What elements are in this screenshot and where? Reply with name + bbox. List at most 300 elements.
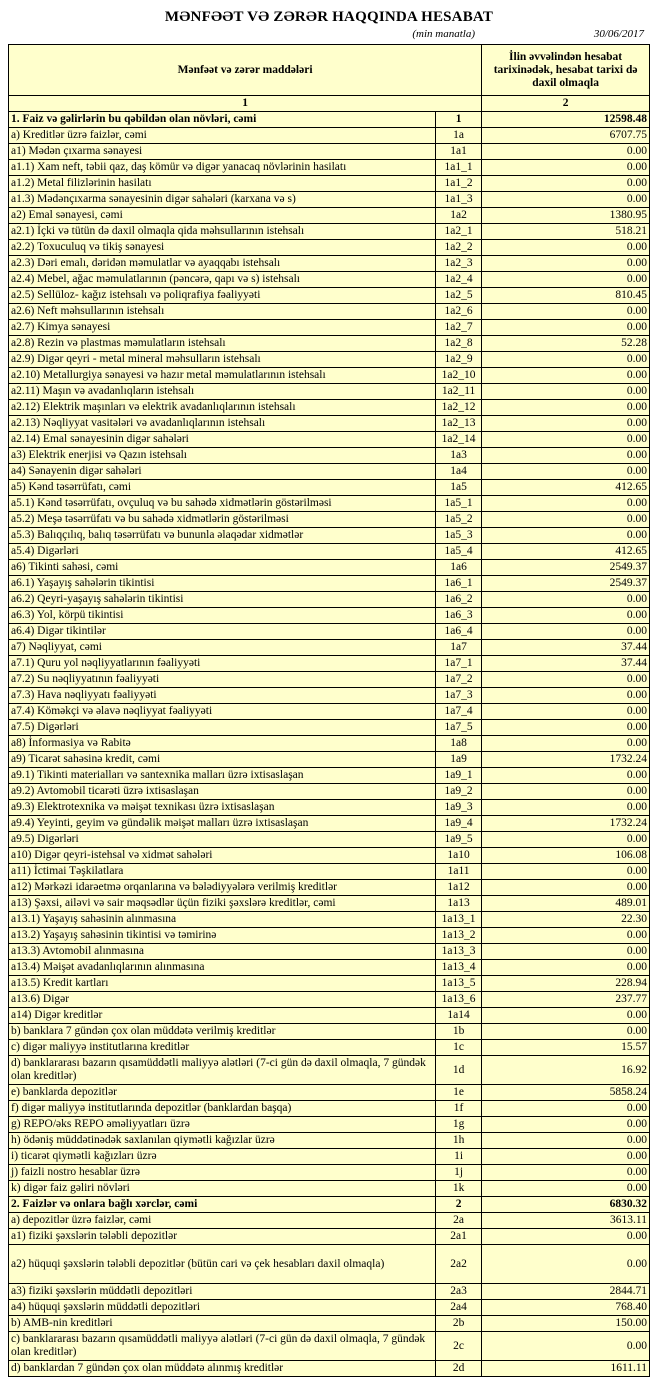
- table-row: [9, 1024, 650, 1040]
- row-value: 228.94: [482, 976, 650, 992]
- row-label: a8) İnformasiya və Rabitə: [9, 736, 436, 752]
- row-label: a6.1) Yaşayış sahələrin tikintisi: [9, 576, 436, 592]
- table-row: [9, 688, 650, 704]
- table-row: [9, 608, 650, 624]
- row-value: 0.00: [482, 144, 650, 160]
- row-label: a12) Mərkəzi idarəetmə orqanlarına və bələdiyyələrə verilmiş kreditlər: [9, 880, 436, 896]
- row-label: a1.3) Mədənçıxarma sənayesinin digər sahələri (karxana və s): [9, 192, 436, 208]
- row-value: 0.00: [482, 624, 650, 640]
- row-label: a13.5) Kredit kartları: [9, 976, 436, 992]
- row-label: a9.5) Digərləri: [9, 832, 436, 848]
- row-code: 1a2_12: [435, 400, 481, 416]
- row-code: 1i: [435, 1149, 481, 1165]
- row-value: 810.45: [482, 288, 650, 304]
- table-row: [9, 768, 650, 784]
- row-value: 0.00: [482, 1117, 650, 1133]
- table-row: [9, 1361, 650, 1377]
- row-code: 1e: [435, 1085, 481, 1101]
- row-code: 1a1: [435, 144, 481, 160]
- table-row: [9, 1245, 650, 1284]
- row-code: 1a2_5: [435, 288, 481, 304]
- table-row: [9, 1197, 650, 1213]
- row-label: a14) Digər kreditlər: [9, 1008, 436, 1024]
- row-label: a6) Tikinti sahəsi, cəmi: [9, 560, 436, 576]
- row-value: 0.00: [482, 432, 650, 448]
- table-row: [9, 224, 650, 240]
- row-value: 22.30: [482, 912, 650, 928]
- row-code: 1b: [435, 1024, 481, 1040]
- table-row: [9, 784, 650, 800]
- row-value: 0.00: [482, 1024, 650, 1040]
- row-label: c) banklararası bazarın qısamüddətli maliyyə alətləri (7-ci gün də daxil olmaqla, 7 gündək olan kreditlər): [9, 1332, 436, 1361]
- row-label: a2.12) Elektrik maşınları və elektrik avadanlıqlarının istehsalı: [9, 400, 436, 416]
- row-label: a1.1) Xam neft, təbii qaz, daş kömür və digər yanacaq növlərinin hasilatı: [9, 160, 436, 176]
- row-code: 1a2_11: [435, 384, 481, 400]
- table-row: [9, 704, 650, 720]
- row-label: a6.4) Digər tikintilər: [9, 624, 436, 640]
- table-row: [9, 960, 650, 976]
- page-title: MƏNFƏƏT VƏ ZƏRƏR HAQQINDA HESABAT: [164, 9, 494, 25]
- row-label: g) REPO/əks REPO əməliyyatları üzrə: [9, 1117, 436, 1133]
- row-label: a5.4) Digərləri: [9, 544, 436, 560]
- row-label: a7.1) Quru yol nəqliyyatlarının fəaliyyəti: [9, 656, 436, 672]
- row-code: 1a6_3: [435, 608, 481, 624]
- table-row: [9, 656, 650, 672]
- table-row: [9, 560, 650, 576]
- row-value: 6830.32: [482, 1197, 650, 1213]
- row-label: a) depozitlər üzrə faizlər, cəmi: [9, 1213, 436, 1229]
- row-value: 0.00: [482, 496, 650, 512]
- row-label: a2.10) Metallurgiya sənayesi və hazır metal məmulatlarının istehsalı: [9, 368, 436, 384]
- table-row: [9, 1316, 650, 1332]
- row-value: 489.01: [482, 896, 650, 912]
- table-row: [9, 368, 650, 384]
- row-code: 1a9_2: [435, 784, 481, 800]
- row-value: 0.00: [482, 304, 650, 320]
- table-row: [9, 736, 650, 752]
- col-number-items: 1: [9, 96, 482, 112]
- row-label: a2.9) Digər qeyri - metal mineral məhsulların istehsalı: [9, 352, 436, 368]
- row-label: a13.2) Yaşayış sahəsinin tikintisi və təmirinə: [9, 928, 436, 944]
- row-code: 2a: [435, 1213, 481, 1229]
- row-label: 1. Faiz və gəlirlərin bu qəbildən olan növləri, cəmi: [9, 112, 436, 128]
- row-value: 1380.95: [482, 208, 650, 224]
- row-value: 0.00: [482, 528, 650, 544]
- row-label: a3) Elektrik enerjisi və Qazın istehsalı: [9, 448, 436, 464]
- row-value: 0.00: [482, 736, 650, 752]
- row-value: 2549.37: [482, 576, 650, 592]
- table-row: [9, 256, 650, 272]
- row-code: 1a6_2: [435, 592, 481, 608]
- table-row: [9, 896, 650, 912]
- row-code: 1a14: [435, 1008, 481, 1024]
- row-label: d) banklararası bazarın qısamüddətli maliyyə alətləri (7-ci gün də daxil olmaqla, 7 gündək olan kreditlər): [9, 1056, 436, 1085]
- units-note: (min manatla): [412, 28, 475, 40]
- row-code: 1a13_4: [435, 960, 481, 976]
- table-row: [9, 672, 650, 688]
- row-value: 0.00: [482, 160, 650, 176]
- row-code: 1a1_2: [435, 176, 481, 192]
- row-label: a2.6) Neft məhsullarının istehsalı: [9, 304, 436, 320]
- row-label: a2.14) Emal sənayesinin digər sahələri: [9, 432, 436, 448]
- row-code: 1f: [435, 1101, 481, 1117]
- row-label: a5.1) Kənd təsərrüfatı, ovçuluq və bu sahədə xidmətlərin göstərilməsi: [9, 496, 436, 512]
- row-value: 15.57: [482, 1040, 650, 1056]
- row-value: 0.00: [482, 1133, 650, 1149]
- row-label: a5) Kənd təsərrüfatı, cəmi: [9, 480, 436, 496]
- col-header-items: Mənfəət və zərər maddələri: [9, 45, 482, 96]
- table-row: [9, 336, 650, 352]
- table-row: [9, 544, 650, 560]
- table-row: [9, 496, 650, 512]
- table-row: [9, 576, 650, 592]
- table-row: [9, 1008, 650, 1024]
- row-value: 237.77: [482, 992, 650, 1008]
- table-row: [9, 464, 650, 480]
- table-row: [9, 528, 650, 544]
- row-code: 2c: [435, 1332, 481, 1361]
- row-value: 0.00: [482, 864, 650, 880]
- row-label: a13.3) Avtomobil alınmasına: [9, 944, 436, 960]
- row-code: 1a9_4: [435, 816, 481, 832]
- column-number-row: [9, 96, 650, 112]
- row-value: 1732.24: [482, 752, 650, 768]
- row-code: 1c: [435, 1040, 481, 1056]
- row-value: 37.44: [482, 640, 650, 656]
- row-code: 1a7_2: [435, 672, 481, 688]
- row-value: 0.00: [482, 1229, 650, 1245]
- row-value: 0.00: [482, 400, 650, 416]
- row-code: 1a1_3: [435, 192, 481, 208]
- table-row: [9, 624, 650, 640]
- row-code: 1a7_1: [435, 656, 481, 672]
- row-value: 3613.11: [482, 1213, 650, 1229]
- table-row: [9, 1332, 650, 1361]
- row-code: 1a9: [435, 752, 481, 768]
- row-label: a7.3) Hava nəqliyyatı fəaliyyəti: [9, 688, 436, 704]
- row-code: 1a2_9: [435, 352, 481, 368]
- row-code: 1h: [435, 1133, 481, 1149]
- row-value: 0.00: [482, 768, 650, 784]
- table-row: [9, 320, 650, 336]
- report-page: [0, 9, 658, 1377]
- row-code: 1a5: [435, 480, 481, 496]
- row-code: 2d: [435, 1361, 481, 1377]
- row-label: a7.2) Su nəqliyyatının fəaliyyəti: [9, 672, 436, 688]
- table-row: [9, 864, 650, 880]
- row-code: 2a1: [435, 1229, 481, 1245]
- row-label: b) banklara 7 gündən çox olan müddətə verilmiş kreditlər: [9, 1024, 436, 1040]
- row-value: 0.00: [482, 1332, 650, 1361]
- row-label: a2.7) Kimya sənayesi: [9, 320, 436, 336]
- row-label: a9.3) Elektrotexnika və məişət texnikası üzrə ixtisaslaşan: [9, 800, 436, 816]
- table-row: [9, 1181, 650, 1197]
- table-row: [9, 816, 650, 832]
- row-code: 1a1_1: [435, 160, 481, 176]
- row-code: 1a2_13: [435, 416, 481, 432]
- profit-loss-table: [8, 44, 650, 1377]
- row-code: 1a7_3: [435, 688, 481, 704]
- row-label: a9.2) Avtomobil ticarəti üzrə ixtisaslaşan: [9, 784, 436, 800]
- row-value: 518.21: [482, 224, 650, 240]
- row-label: a2) Emal sənayesi, cəmi: [9, 208, 436, 224]
- row-label: a2.8) Rezin və plastmas məmulatların istehsalı: [9, 336, 436, 352]
- row-code: 1a9_1: [435, 768, 481, 784]
- row-label: a4) Sənayenin digər sahələri: [9, 464, 436, 480]
- row-value: 0.00: [482, 192, 650, 208]
- row-value: 0.00: [482, 448, 650, 464]
- row-value: 0.00: [482, 784, 650, 800]
- row-label: a2.13) Nəqliyyat vasitələri və avadanlıqlarının istehsalı: [9, 416, 436, 432]
- row-code: 1a13_1: [435, 912, 481, 928]
- table-row: [9, 1117, 650, 1133]
- row-code: 1a5_2: [435, 512, 481, 528]
- row-code: 2a2: [435, 1245, 481, 1284]
- table-row: [9, 944, 650, 960]
- row-value: 412.65: [482, 544, 650, 560]
- row-code: 1a6_4: [435, 624, 481, 640]
- subhead: [0, 28, 658, 43]
- table-row: [9, 272, 650, 288]
- row-value: 0.00: [482, 1149, 650, 1165]
- row-value: 0.00: [482, 960, 650, 976]
- row-code: 1a8: [435, 736, 481, 752]
- row-code: 1a4: [435, 464, 481, 480]
- row-value: 768.40: [482, 1300, 650, 1316]
- row-label: a4) hüquqi şəxslərin müddətli depozitləri: [9, 1300, 436, 1316]
- table-row: [9, 1284, 650, 1300]
- table-row: [9, 640, 650, 656]
- row-value: 0.00: [482, 928, 650, 944]
- row-code: 2: [435, 1197, 481, 1213]
- row-label: a1.2) Metal filizlərinin hasilatı: [9, 176, 436, 192]
- row-value: 1611.11: [482, 1361, 650, 1377]
- row-code: 1a5_4: [435, 544, 481, 560]
- row-label: a13.6) Digər: [9, 992, 436, 1008]
- row-code: 1a3: [435, 448, 481, 464]
- table-row: [9, 400, 650, 416]
- row-code: 1a7: [435, 640, 481, 656]
- row-code: 1a6_1: [435, 576, 481, 592]
- col-number-value: 2: [482, 96, 650, 112]
- row-value: 0.00: [482, 1245, 650, 1284]
- row-code: 1a2_7: [435, 320, 481, 336]
- row-code: 1g: [435, 1117, 481, 1133]
- table-row: [9, 512, 650, 528]
- row-code: 1a10: [435, 848, 481, 864]
- row-label: f) digər maliyyə institutlarında depozitlər (banklardan başqa): [9, 1101, 436, 1117]
- row-value: 0.00: [482, 176, 650, 192]
- report-date: 30/06/2017: [593, 28, 644, 40]
- row-code: 1a7_4: [435, 704, 481, 720]
- row-code: 1a: [435, 128, 481, 144]
- row-label: 2. Faizlər və onlara bağlı xərclər, cəmi: [9, 1197, 436, 1213]
- row-value: 0.00: [482, 464, 650, 480]
- row-label: a2.5) Sellüloz- kağız istehsalı və poliqrafiya fəaliyyəti: [9, 288, 436, 304]
- row-value: 0.00: [482, 256, 650, 272]
- row-label: a13) Şəxsi, ailəvi və sair məqsədlər üçün fiziki şəxslərə kreditlər, cəmi: [9, 896, 436, 912]
- row-code: 1a2_10: [435, 368, 481, 384]
- row-value: 52.28: [482, 336, 650, 352]
- row-code: 1a2_8: [435, 336, 481, 352]
- table-row: [9, 1149, 650, 1165]
- row-value: 2549.37: [482, 560, 650, 576]
- row-value: 0.00: [482, 1008, 650, 1024]
- row-value: 150.00: [482, 1316, 650, 1332]
- row-value: 0.00: [482, 608, 650, 624]
- row-value: 106.08: [482, 848, 650, 864]
- row-label: h) ödəniş müddətinədək saxlanılan qiymətli kağızlar üzrə: [9, 1133, 436, 1149]
- table-row: [9, 288, 650, 304]
- table-row: [9, 352, 650, 368]
- row-value: 0.00: [482, 800, 650, 816]
- row-label: i) ticarət qiymətli kağızları üzrə: [9, 1149, 436, 1165]
- table-row: [9, 176, 650, 192]
- row-code: 1a11: [435, 864, 481, 880]
- row-value: 0.00: [482, 240, 650, 256]
- row-label: a11) İctimai Təşkilatlara: [9, 864, 436, 880]
- table-row: [9, 192, 650, 208]
- row-value: 0.00: [482, 720, 650, 736]
- table-row: [9, 848, 650, 864]
- row-label: a2.2) Toxuculuq və tikiş sənayesi: [9, 240, 436, 256]
- row-label: a3) fiziki şəxslərin müddətli depozitləri: [9, 1284, 436, 1300]
- row-code: 1a2_14: [435, 432, 481, 448]
- row-value: 0.00: [482, 944, 650, 960]
- row-code: 1: [435, 112, 481, 128]
- table-row: [9, 912, 650, 928]
- table-row: [9, 112, 650, 128]
- row-value: 12598.48: [482, 112, 650, 128]
- row-code: 1a5_3: [435, 528, 481, 544]
- table-row: [9, 240, 650, 256]
- row-label: d) banklardan 7 gündən çox olan müddətə alınmış kreditlər: [9, 1361, 436, 1377]
- row-code: 1a12: [435, 880, 481, 896]
- row-value: 0.00: [482, 688, 650, 704]
- row-code: 1a9_3: [435, 800, 481, 816]
- row-code: 1a2_4: [435, 272, 481, 288]
- row-value: 0.00: [482, 320, 650, 336]
- table-row: [9, 208, 650, 224]
- table-row: [9, 720, 650, 736]
- table-row: [9, 384, 650, 400]
- row-value: 37.44: [482, 656, 650, 672]
- row-code: 1a2: [435, 208, 481, 224]
- row-label: a2.11) Maşın və avadanlıqların istehsalı: [9, 384, 436, 400]
- table-row: [9, 752, 650, 768]
- table-row: [9, 416, 650, 432]
- row-code: 1a2_2: [435, 240, 481, 256]
- table-row: [9, 1229, 650, 1245]
- table-row: [9, 1165, 650, 1181]
- row-value: 0.00: [482, 272, 650, 288]
- table-row: [9, 1300, 650, 1316]
- row-label: a13.4) Məişət avadanlıqlarının alınmasına: [9, 960, 436, 976]
- row-code: 1a13_2: [435, 928, 481, 944]
- row-label: a7) Nəqliyyat, cəmi: [9, 640, 436, 656]
- row-code: 1a5_1: [435, 496, 481, 512]
- row-value: 0.00: [482, 368, 650, 384]
- row-value: 6707.75: [482, 128, 650, 144]
- table-row: [9, 480, 650, 496]
- table-row: [9, 592, 650, 608]
- row-code: 1k: [435, 1181, 481, 1197]
- col-header-value: İlin əvvəlindən hesabat tarixinədək, hesabat tarixi də daxil olmaqla: [482, 45, 650, 96]
- row-label: j) faizli nostro hesablar üzrə: [9, 1165, 436, 1181]
- table-row: [9, 1101, 650, 1117]
- table-row: [9, 144, 650, 160]
- row-code: 1a2_1: [435, 224, 481, 240]
- row-value: 0.00: [482, 352, 650, 368]
- table-row: [9, 976, 650, 992]
- table-row: [9, 832, 650, 848]
- row-value: 0.00: [482, 1165, 650, 1181]
- row-label: b) AMB-nin kreditləri: [9, 1316, 436, 1332]
- row-value: 2844.71: [482, 1284, 650, 1300]
- row-value: 5858.24: [482, 1085, 650, 1101]
- row-code: 1a13_3: [435, 944, 481, 960]
- row-code: 1a2_6: [435, 304, 481, 320]
- row-label: a6.3) Yol, körpü tikintisi: [9, 608, 436, 624]
- table-row: [9, 304, 650, 320]
- row-value: 0.00: [482, 704, 650, 720]
- row-code: 1a6: [435, 560, 481, 576]
- row-value: 0.00: [482, 1181, 650, 1197]
- row-code: 2b: [435, 1316, 481, 1332]
- table-row: [9, 928, 650, 944]
- row-value: 0.00: [482, 672, 650, 688]
- table-row: [9, 128, 650, 144]
- row-code: 1a13_5: [435, 976, 481, 992]
- row-label: a7.4) Köməkçi və əlavə nəqliyyat fəaliyyəti: [9, 704, 436, 720]
- row-label: a13.1) Yaşayış sahəsinin alınmasına: [9, 912, 436, 928]
- row-label: a9.1) Tikinti materialları və santexnika malları üzrə ixtisaslaşan: [9, 768, 436, 784]
- row-value: 0.00: [482, 880, 650, 896]
- row-code: 2a4: [435, 1300, 481, 1316]
- row-label: a5.3) Balıqçılıq, balıq təsərrüfatı və bununla əlaqədar xidmətlər: [9, 528, 436, 544]
- row-label: a7.5) Digərləri: [9, 720, 436, 736]
- table-row: [9, 448, 650, 464]
- row-label: a1) fiziki şəxslərin tələbli depozitlər: [9, 1229, 436, 1245]
- table-row: [9, 1040, 650, 1056]
- row-value: 0.00: [482, 832, 650, 848]
- row-label: a5.2) Meşə təsərrüfatı və bu sahədə xidmətlərin göstərilməsi: [9, 512, 436, 528]
- row-code: 1a7_5: [435, 720, 481, 736]
- table-row: [9, 992, 650, 1008]
- table-row: [9, 880, 650, 896]
- row-label: a1) Mədən çıxarma sənayesi: [9, 144, 436, 160]
- row-label: a2.3) Dəri emalı, dəridən məmulatlar və ayaqqabı istehsalı: [9, 256, 436, 272]
- row-value: 0.00: [482, 384, 650, 400]
- row-code: 2a3: [435, 1284, 481, 1300]
- row-code: 1a13_6: [435, 992, 481, 1008]
- table-body: [9, 112, 650, 1377]
- row-code: 1d: [435, 1056, 481, 1085]
- row-value: 0.00: [482, 512, 650, 528]
- table-row: [9, 160, 650, 176]
- row-label: a2.1) İçki və tütün də daxil olmaqla qida məhsullarının istehsalı: [9, 224, 436, 240]
- table-row: [9, 1133, 650, 1149]
- row-label: a6.2) Qeyri-yaşayış sahələrin tikintisi: [9, 592, 436, 608]
- table-row: [9, 1213, 650, 1229]
- row-value: 0.00: [482, 1101, 650, 1117]
- header-row: [9, 45, 650, 96]
- table-row: [9, 432, 650, 448]
- row-label: c) digər maliyyə institutlarına kreditlər: [9, 1040, 436, 1056]
- row-label: k) digər faiz gəliri növləri: [9, 1181, 436, 1197]
- row-label: a2.4) Mebel, ağac məmulatlarının (pəncərə, qapı və s) istehsalı: [9, 272, 436, 288]
- row-label: a9.4) Yeyinti, geyim və gündəlik məişət malları üzrə ixtisaslaşan: [9, 816, 436, 832]
